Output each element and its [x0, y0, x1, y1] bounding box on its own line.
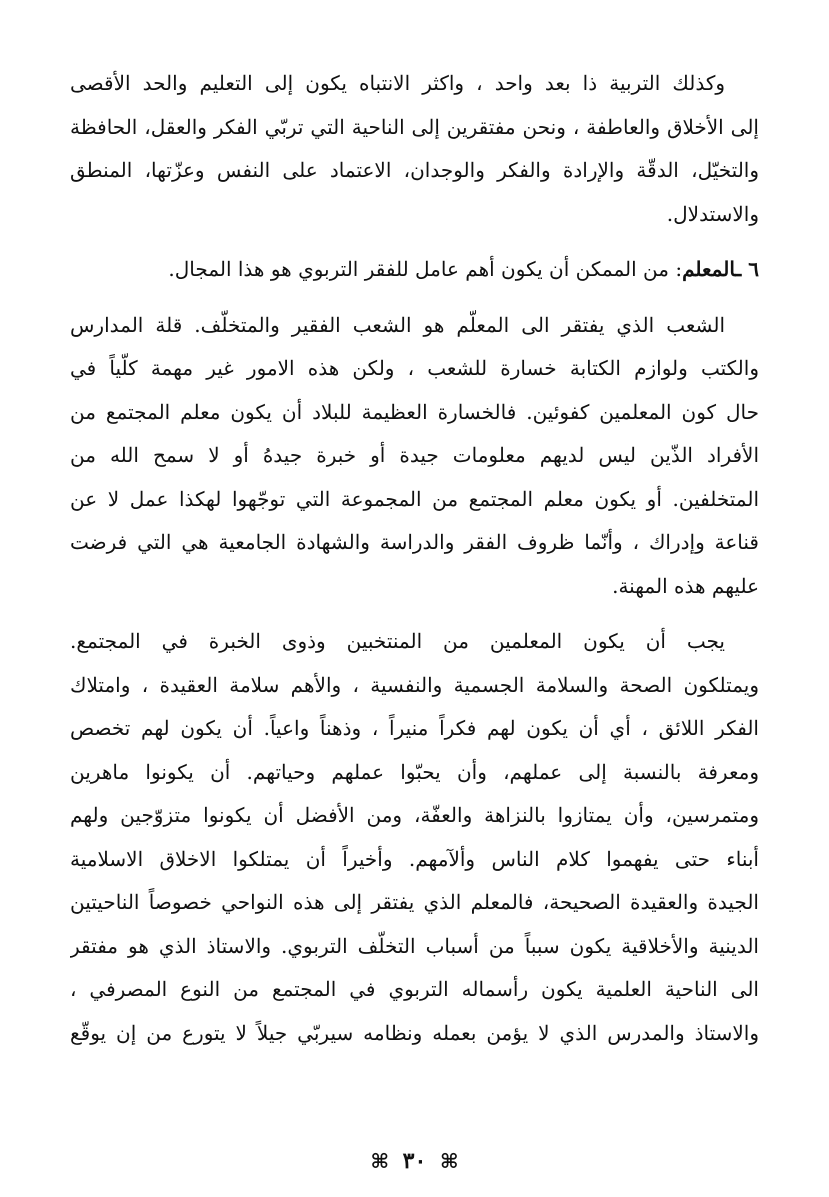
text-line: يجب أن يكون المعلمين من المنتخبين وذوى الخبرة في المجتمع. [70, 629, 725, 653]
text-line: الى الناحية العلمية يكون رأسماله التربوي في المجتمع من النوع المصرفي ، [70, 977, 759, 1001]
paragraph-2 [70, 304, 759, 609]
text-line: ويمتلكون الصحة والسلامة الجسمية والنفسية ، والأهم سلامة العقيدة ، وامتلاك [70, 672, 759, 697]
text-line: ومعرفة بالنسبة إلى عملهم، وأن يحبّوا عملهم وحياتهم. أن يكونوا ماهرين [70, 759, 759, 784]
heading-term: المعلم [682, 257, 736, 281]
command-ornament-icon: ⌘ [439, 1149, 459, 1173]
paragraph-gap [70, 236, 759, 248]
text-line: الدينية والأخلاقية يكون سبباً من أسباب التخلّف التربوي. والاستاذ الذي هو مفتقر [70, 933, 759, 958]
text-line: ومتمرسين، وأن يمتازوا بالنزاهة والعفّة، ومن الأفضل أن يكونوا متزوّجين ولهم [70, 803, 759, 827]
text-line: والاستدلال. [666, 201, 759, 226]
text-line: الشعب الذي يفتقر الى المعلّم هو الشعب الفقير والمتخلّف. قلة المدارس [70, 312, 725, 337]
paragraph-gap [70, 608, 759, 620]
text-line: وكذلك التربية ذا بعد واحد ، واكثر الانتباه يكون إلى التعليم والحد الأقصى [70, 71, 725, 95]
text-line: المتخلفين. أو يكون معلم المجتمع من المجموعة التي توجّهوا لهكذا عمل لا عن [70, 486, 759, 511]
body-text [70, 62, 759, 1055]
text-line: الأفراد الذّين ليس لديهم معلومات جيدة أو خبرة جيدهُ أو لا سمح الله من [70, 443, 759, 467]
text-line: والاستاذ والمدرس الذي لا يؤمن بعمله ونظامه سيربّي جيلاً لا يتورع من إن يوقّع [70, 1020, 759, 1045]
text-line: إلى الأخلاق والعاطفة ، ونحن مفتقرين إلى الناحية التي تربّي الفكر والعقل، الحافظة [70, 114, 759, 139]
paragraph-gap [70, 292, 759, 304]
page-footer [0, 1148, 829, 1174]
section-heading [70, 248, 759, 292]
paragraph-3 [70, 620, 759, 1055]
text-line: الجيدة والعقيدة الصحيحة، فالمعلم الذي يفتقر إلى هذه النواحي خصوصاً الناحيتين [70, 890, 759, 914]
text-line: والكتب ولوازم الكتابة خسارة للشعب ، ولكن هذه الامور غير مهمة كلّياً في [70, 356, 759, 380]
heading-text: : من الممكن أن يكون أهم عامل للفقر التربوي هو هذا المجال. [168, 257, 683, 281]
command-ornament-icon: ⌘ [370, 1149, 389, 1173]
heading-number: ٦ ـ [735, 257, 759, 281]
text-line: والتخيّل، الدقّة والإرادة والفكر والوجدان، الاعتماد على النفس وعزّتها، المنطق [70, 158, 759, 182]
text-line: أبناء حتى يفهموا كلام الناس وألآمهم. وأخيراً أن يمتلكوا الاخلاق الاسلامية [70, 846, 759, 871]
text-line: عليهم هذه المهنة. [612, 573, 759, 598]
text-line: الفكر اللائق ، أي أن يكون لهم فكراً منيراً ، وذهناً واعياً. أن يكون لهم تخصص [70, 716, 759, 740]
text-line: حال كون المعلمين كفوئين. فالخسارة العظيمة للبلاد أن يكون معلم المجتمع من [70, 399, 759, 424]
paragraph-1 [70, 62, 759, 236]
text-line: قناعة وإدراك ، وأنّما ظروف الفقر والدراسة والشهادة الجامعية هي التي فرضت [70, 530, 759, 554]
page-number: ٣٠ [402, 1148, 427, 1174]
